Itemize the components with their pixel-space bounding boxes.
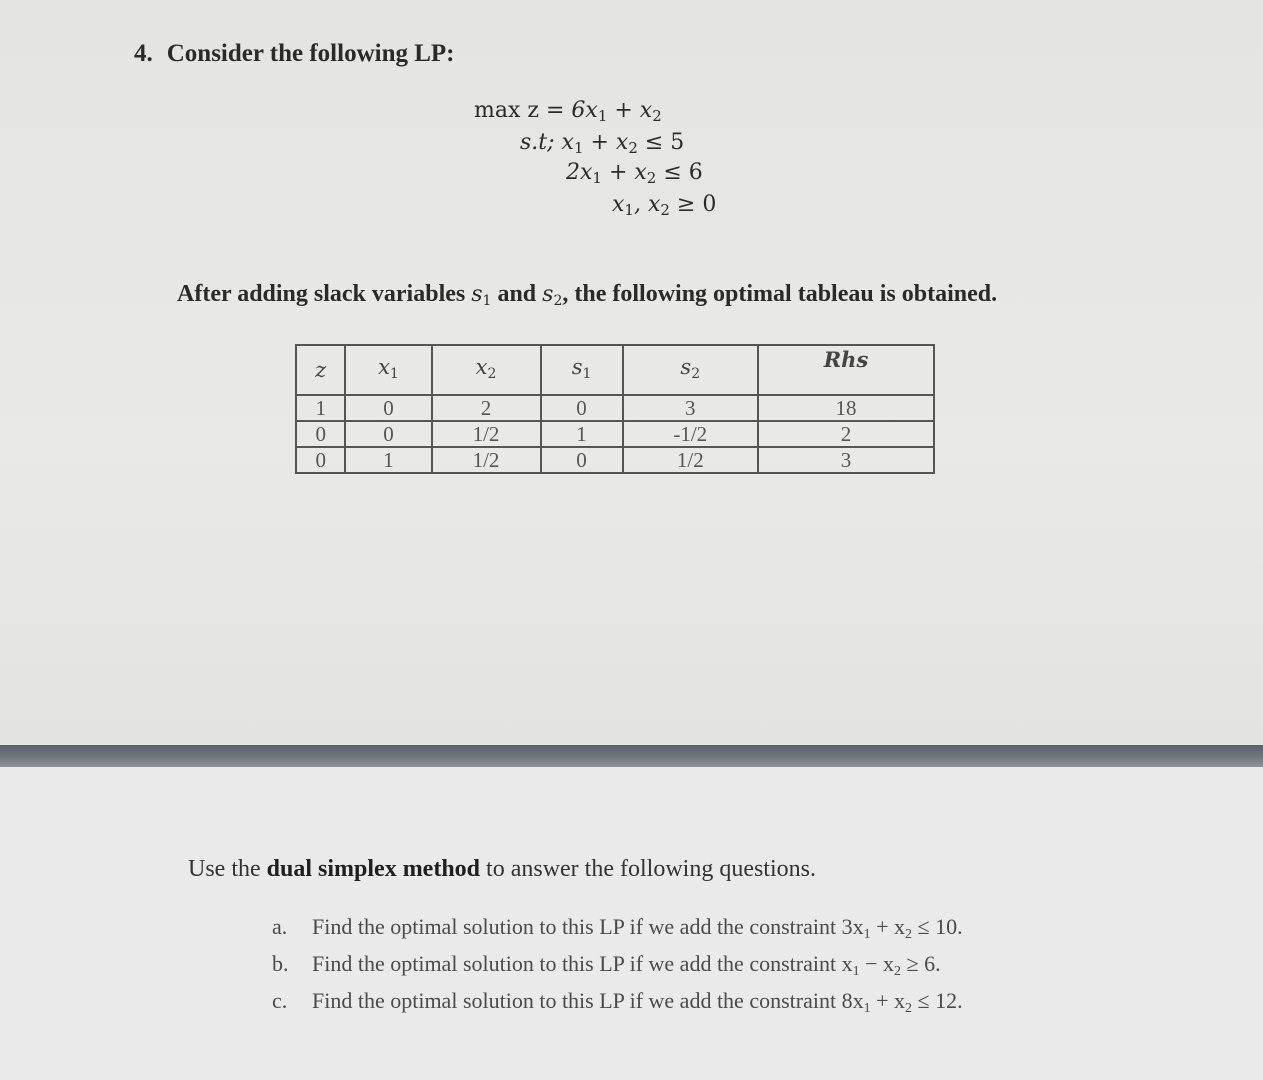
header-text: Rhs bbox=[823, 347, 869, 372]
slack-sentence bbox=[177, 281, 997, 309]
header-x1 bbox=[345, 345, 431, 395]
subscript: 2 bbox=[894, 964, 902, 979]
tableau-cell: 1 bbox=[296, 395, 345, 421]
question-title: Consider the following LP: bbox=[166, 40, 455, 67]
tableau-cell: 3 bbox=[623, 395, 758, 421]
term: 2x bbox=[566, 160, 593, 185]
subscript: 1 bbox=[597, 107, 608, 125]
tableau-cell: 3 bbox=[758, 447, 934, 473]
tableau-cell: -1/2 bbox=[623, 421, 758, 447]
subscript: 1 bbox=[852, 964, 860, 979]
header-text: s bbox=[680, 354, 692, 379]
var: s bbox=[471, 282, 483, 307]
text: Use the bbox=[188, 856, 267, 882]
tableau-row bbox=[296, 447, 934, 473]
slack-var-1 bbox=[471, 282, 491, 307]
subscript: 2 bbox=[652, 107, 662, 125]
subscript: 2 bbox=[691, 365, 701, 382]
tableau-cell: 1/2 bbox=[623, 447, 758, 473]
item-text: ≥ 6. bbox=[901, 951, 941, 976]
subscript: 1 bbox=[482, 293, 492, 309]
relation: ≥ 0 bbox=[669, 192, 717, 217]
text: , the following optimal tableau is obtained. bbox=[562, 281, 998, 307]
item-text: + x bbox=[870, 988, 906, 1013]
subscript: 2 bbox=[646, 169, 657, 187]
objective-function bbox=[474, 98, 662, 125]
subscript: 2 bbox=[905, 927, 913, 942]
item-text: + x bbox=[870, 914, 906, 939]
tableau-row bbox=[296, 421, 934, 447]
subscript: 1 bbox=[863, 1001, 871, 1016]
question-list bbox=[272, 912, 963, 1023]
st-label: s.t; bbox=[520, 130, 555, 155]
tableau-cell: 1/2 bbox=[432, 421, 541, 447]
tableau-row bbox=[296, 395, 934, 421]
header-s1 bbox=[541, 345, 623, 395]
subscript: 1 bbox=[573, 139, 584, 157]
tableau-cell: 0 bbox=[345, 421, 431, 447]
list-item bbox=[272, 986, 963, 1023]
tableau-cell: 0 bbox=[541, 447, 623, 473]
header-z bbox=[296, 345, 345, 395]
optimal-tableau bbox=[295, 344, 935, 474]
header-x2 bbox=[432, 345, 541, 395]
item-text: − x bbox=[859, 951, 895, 976]
subscript: 2 bbox=[628, 139, 638, 157]
header-rhs bbox=[758, 345, 934, 395]
subscript: 1 bbox=[389, 365, 399, 382]
list-item bbox=[272, 912, 963, 949]
term: x bbox=[612, 192, 625, 217]
text: After adding slack variables bbox=[177, 281, 472, 307]
header-text: x bbox=[475, 354, 488, 379]
tableau-cell: 2 bbox=[758, 421, 934, 447]
term: , x bbox=[633, 192, 661, 217]
tableau-cell: 2 bbox=[432, 395, 541, 421]
term: + x bbox=[607, 98, 653, 123]
relation: ≤ 6 bbox=[656, 160, 703, 185]
subscript: 2 bbox=[660, 201, 670, 219]
nonnegativity-constraint bbox=[612, 192, 716, 219]
term: + x bbox=[601, 160, 647, 185]
tableau-cell: 1 bbox=[541, 421, 623, 447]
subscript: 1 bbox=[592, 169, 602, 187]
subscript: 1 bbox=[624, 201, 634, 219]
header-s2 bbox=[623, 345, 758, 395]
subscript: 1 bbox=[582, 365, 592, 382]
constraint-2 bbox=[566, 160, 703, 187]
text: and bbox=[491, 281, 543, 307]
bold-text: dual simplex method bbox=[266, 856, 481, 882]
constraint-1 bbox=[520, 130, 684, 157]
var: s bbox=[542, 282, 554, 307]
relation: ≤ 5 bbox=[637, 130, 685, 155]
header-text: z bbox=[315, 358, 327, 382]
objective-lhs: max z = bbox=[474, 98, 565, 123]
item-text: Find the optimal solution to this LP if we add the constraint x bbox=[312, 951, 853, 976]
tableau-cell: 1 bbox=[345, 447, 431, 473]
question-number: 4. bbox=[134, 40, 153, 67]
divider-band bbox=[0, 745, 1263, 767]
tableau-cell: 1/2 bbox=[432, 447, 541, 473]
term: + x bbox=[583, 130, 629, 155]
header-text: s bbox=[571, 354, 583, 379]
subscript: 1 bbox=[863, 927, 871, 942]
item-label: c. bbox=[272, 988, 288, 1013]
text: to answer the following questions. bbox=[480, 856, 816, 882]
tableau-header-row bbox=[296, 345, 934, 395]
tableau-cell: 0 bbox=[296, 421, 345, 447]
item-label: a. bbox=[272, 914, 288, 939]
subscript: 2 bbox=[553, 293, 563, 309]
term: x bbox=[561, 130, 574, 155]
subscript: 2 bbox=[905, 1001, 913, 1016]
tableau-cell: 18 bbox=[758, 395, 934, 421]
list-item bbox=[272, 949, 963, 986]
slack-var-2 bbox=[542, 282, 562, 307]
item-text: Find the optimal solution to this LP if we add the constraint 8x bbox=[312, 988, 864, 1013]
term: 6x bbox=[571, 98, 598, 123]
item-text: Find the optimal solution to this LP if we add the constraint 3x bbox=[312, 914, 864, 939]
tableau-cell: 0 bbox=[345, 395, 431, 421]
tableau-cell: 0 bbox=[296, 447, 345, 473]
item-text: ≤ 12. bbox=[912, 988, 963, 1013]
tableau-cell: 0 bbox=[541, 395, 623, 421]
item-label: b. bbox=[272, 951, 289, 976]
question-heading bbox=[134, 40, 455, 68]
item-text: ≤ 10. bbox=[912, 914, 963, 939]
header-text: x bbox=[378, 354, 390, 379]
subscript: 2 bbox=[487, 365, 497, 382]
instructions bbox=[188, 856, 816, 883]
